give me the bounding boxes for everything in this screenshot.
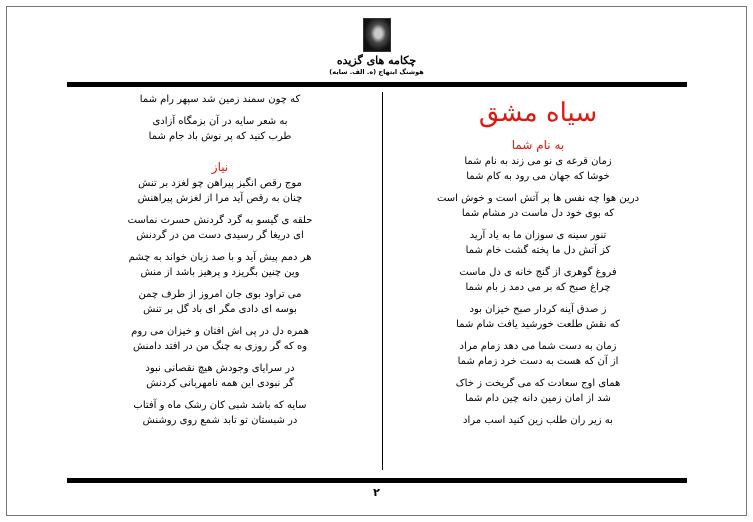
intro-line: به شعر سایه در آن بزمگاه آزادی xyxy=(152,116,288,127)
verse-line: زمان به دست شما می دهد زمام مراد xyxy=(459,341,617,352)
poem-title: سیاه مشق xyxy=(478,98,598,128)
verse-line: وین چنین بگریزد و پرهیز باشد از منش xyxy=(140,267,300,278)
column-divider xyxy=(382,92,383,470)
verse-line: فروغ گوهری از گنج خانه ی دل ماست xyxy=(459,267,617,278)
verse-line: از آن که هست به دست خرد زمام شما xyxy=(457,356,619,367)
verse-line: درین هوا چه نفس ها پر آتش است و خوش است xyxy=(436,193,640,204)
book-title: چکامه های گزیده xyxy=(336,54,417,67)
verse-line: گر نبودی این همه نامهربانی کردنش xyxy=(146,378,294,389)
verse-line: چنان به رقص آید مرا از لغزش پیراهنش xyxy=(137,193,303,204)
verse-line: که بوی خود دل ماست در مشام شما xyxy=(461,208,615,219)
left-column xyxy=(70,92,370,428)
verse-line: زمان قرعه ی نو می زند به نام شما xyxy=(464,156,612,167)
verse-line: سایه که باشد شبی کان رشک ماه و آفتاب xyxy=(133,400,307,411)
intro-line: طرب کنید که پر نوش باد جام شما xyxy=(148,131,292,142)
page-number: ۲ xyxy=(373,486,380,499)
verse-line: همای اوج سعادت که می گریخت ز خاک xyxy=(455,378,621,389)
verse-line: وه که گر روزی به چنگ من در افتد دامنش xyxy=(132,341,308,352)
verse-line: به زیر ران طلب زین کنید اسب مراد xyxy=(463,415,613,426)
verse-line: در شبستان تو تابد شمع روی روشنش xyxy=(142,415,298,426)
top-rule xyxy=(67,82,687,87)
section-title: به نام شما xyxy=(511,138,565,152)
verse-line: در سرایای وجودش هیچ نقصانی نبود xyxy=(145,363,295,374)
intro-line: که چون سمند زمین شد سپهر رام شما xyxy=(139,94,301,105)
book-subtitle: هوشنگ ابتهاج (ه. الف. سایه) xyxy=(329,68,424,76)
verse-line: هر دمم پیش آید و با صد زبان خواند به چشم xyxy=(128,252,312,263)
verse-line: ز صدق آینه کردار صبح خیزان بود xyxy=(469,304,607,315)
verse-line: موج رقص انگیز پیراهن چو لغزد بر تنش xyxy=(138,178,302,189)
verse-line: همره دل در پی اش افتان و خیزان می روم xyxy=(131,326,309,337)
verse-line: که نقش طلعت خورشید یافت شام شما xyxy=(456,319,620,330)
book-header xyxy=(0,18,753,77)
verse-line: کز آتش دل ما پخته گشت خام شما xyxy=(465,245,611,256)
verse-line: چراغ صبح که بر می دمد ز بام شما xyxy=(465,282,611,293)
verse-line: تنور سینه ی سوزان ما به یاد آرید xyxy=(469,230,607,241)
verse-line: ای دریغا گر رسیدی دست من در گردنش xyxy=(136,230,304,241)
verse-line: حلقه ی گیسو به گرد گردنش حسرت نماست xyxy=(127,215,313,226)
verse-line: بوسه ای دادی مگر ای باد گل بر تنش xyxy=(143,304,297,315)
right-column xyxy=(394,92,682,428)
verse-line: خوشا که جهان می رود به کام شما xyxy=(466,171,610,182)
section-title: نیاز xyxy=(211,160,229,174)
verse-line: می تراود بوی جان امروز از طرف چمن xyxy=(138,289,302,300)
author-photo xyxy=(363,18,391,52)
bottom-rule xyxy=(67,478,687,483)
verse-line: شد از امان زمین دانه چین دام شما xyxy=(465,393,611,404)
